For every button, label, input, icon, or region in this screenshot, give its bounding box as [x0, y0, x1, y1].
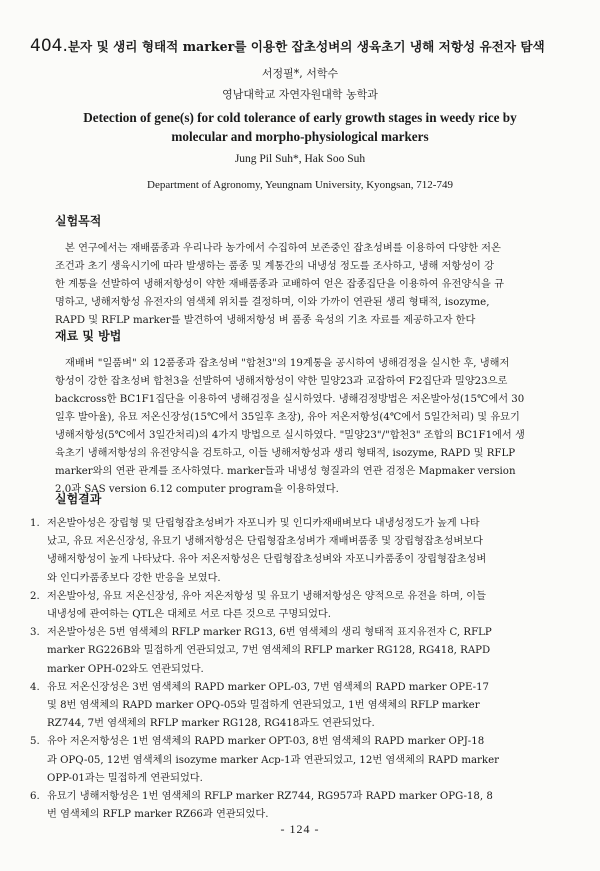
methods-paragraph — [55, 355, 545, 499]
paragraph-line: 일후 발아율), 유묘 저온신장성(15℃에서 35일후 초장), 유아 저온저항성(4℃에서 5일간처리) 및 유묘기 — [55, 412, 520, 423]
result-line — [30, 588, 550, 606]
section-heading-methods: 재료 및 방법 — [55, 329, 122, 343]
result-line: 번 염색체의 RFLP marker RZ66과 연관되었다. — [47, 809, 269, 821]
result-text: 유아 저온저항성은 1번 염색체의 RAPD marker OPT-03, 8번 염색체의 RAPD marker OPJ-18 — [47, 736, 485, 748]
result-line: 냉해저항성이 높게 나타났다. 유아 저온저항성은 단립형잡초성벼와 자포니카품종이 장립형잡초성벼 — [47, 554, 487, 566]
paragraph-line: 2.0과 SAS version 6.12 computer program을 이용하였다. — [55, 484, 339, 495]
paragraph-line: 항성이 강한 잡초성벼 합천3을 선발하여 냉해저항성이 약한 밀양23과 교잡하여 F2집단과 밀양23으로 — [55, 376, 508, 387]
paragraph-line: 조건과 초기 생육시기에 따라 발생하는 품종 및 계통간의 내냉성 정도를 조사하고, 냉해 저항성이 강 — [55, 261, 494, 272]
korean-title — [30, 36, 590, 56]
result-number: 4. — [30, 681, 40, 693]
result-number: 5. — [30, 736, 40, 748]
paragraph-line: 한 계통을 선발하여 냉해저항성이 약한 재배품종과 교배하여 얻은 잡종집단을 이용하여 유전양식을 규 — [55, 279, 504, 290]
results-list-item — [30, 679, 550, 734]
abstract-number: 404. — [30, 36, 68, 56]
paragraph-line: 재배벼 "일품벼" 외 12품종과 잡초성벼 "합천3"의 19계통을 공시하여 냉해검정을 실시한 후, 냉해저 — [65, 358, 510, 369]
paragraph-line: 육초기 냉해저항성의 유전양식을 검토하고, 이들 냉해저항성과 생리 형태적, isozyme, RAPD 및 RFLP — [55, 448, 516, 459]
result-line: OPP-01과는 밀접하게 연관되었다. — [47, 772, 203, 784]
result-line: marker RG226B와 밀접하게 연관되었고, 7번 염색체의 RFLP marker RG128, RG418, RAPD — [47, 645, 491, 657]
korean-affiliation: 영남대학교 자연자원대학 농학과 — [222, 88, 378, 101]
result-text: 저온발아성, 유묘 저온신장성, 유아 저온저항성 및 유묘기 냉해저항성은 양적으로 유전을 하며, 이들 — [47, 590, 486, 602]
paragraph-line: backcross한 BC1F1집단을 이용하여 냉해검정을 실시하였다. 냉해검정방법은 저온발아성(15℃에서 30 — [55, 394, 525, 405]
result-line: 와 인디카품종보다 강한 반응을 보였다. — [47, 572, 221, 584]
results-list-item — [30, 515, 550, 588]
objective-paragraph — [55, 240, 545, 330]
result-line — [30, 788, 550, 806]
result-line — [30, 733, 550, 751]
english-affiliation: Department of Agronomy, Yeungnam University, Kyongsan, 712-749 — [147, 179, 453, 191]
page-number: - 124 - — [280, 822, 320, 836]
result-line: 내냉성에 관여하는 QTL은 대체로 서로 다른 것으로 구명되었다. — [47, 609, 332, 621]
result-text: 유묘기 냉해저항성은 1번 염색체의 RFLP marker RZ744, RG957과 RAPD marker OPG-18, 8 — [47, 791, 493, 803]
korean-title-text: 분자 및 생리 형태적 marker를 이용한 잡초성벼의 생육초기 냉해 저항성 유전자 탐색 — [67, 39, 545, 54]
result-line: 과 OPQ-05, 12번 염색체의 isozyme marker Acp-1과 연관되었고, 12번 염색체의 RAPD marker — [47, 754, 500, 766]
result-number: 3. — [30, 627, 40, 639]
results-list-item — [30, 588, 550, 624]
result-text: 유묘 저온신장성은 3번 염색체의 RAPD marker OPL-03, 7번 염색체의 RAPD marker OPE-17 — [47, 681, 490, 693]
result-line — [30, 679, 550, 697]
result-line — [30, 515, 550, 533]
english-title-line-2: molecular and morpho-physiological markers — [171, 129, 429, 144]
result-line: 났고, 유묘 저온신장성, 유묘기 냉해저항성은 단립형잡초성벼가 재배벼품종 및 장립형잡초성벼보다 — [47, 536, 483, 548]
result-line — [30, 624, 550, 642]
paragraph-line: marker와의 연관 관계를 조사하였다. marker들과 내냉성 형질과의 연관 검정은 Mapmaker version — [55, 466, 516, 477]
result-number: 1. — [30, 518, 40, 529]
paragraph-line: 본 연구에서는 재배품종과 우리나라 농가에서 수집하여 보존중인 잡초성벼를 이용하여 다양한 저온 — [65, 243, 501, 254]
section-heading-results: 실험결과 — [55, 492, 102, 506]
english-authors: Jung Pil Suh*, Hak Soo Suh — [234, 153, 366, 165]
paragraph-line: RAPD 및 RFLP marker를 발견하여 냉해저항성 벼 품종 육성의 기초 자료를 제공하고자 한다 — [55, 315, 476, 326]
paragraph-line: 명하고, 냉해저항성 유전자의 염색체 위치를 결정하며, 이와 가까이 연관된 생리 형태적, isozyme, — [55, 297, 490, 308]
result-number: 6. — [30, 791, 40, 803]
results-list-item — [30, 788, 550, 824]
english-title — [0, 108, 600, 146]
result-line: marker OPH-02와도 연관되었다. — [47, 663, 204, 675]
results-list-item — [30, 733, 550, 788]
result-line: RZ744, 7번 염색체의 RFLP marker RG128, RG418과도 연관되었다. — [47, 718, 375, 730]
results-list — [30, 515, 550, 824]
section-heading-objective: 실험목적 — [55, 214, 102, 228]
result-text: 저온발아성은 장립형 및 단립형잡초성벼가 자포니카 및 인디카재배벼보다 내냉성정도가 높게 나타 — [47, 518, 480, 529]
result-number: 2. — [30, 590, 40, 602]
results-list-item — [30, 624, 550, 679]
result-line: 및 8번 염색체의 RAPD marker OPQ-05와 밀접하게 연관되었고, 1번 염색체의 RFLP marker — [47, 700, 480, 712]
paragraph-line: 냉해저항성(5℃에서 3일간처리)의 4가지 방법으로 실시하였다. "밀양23"/"합천3" 조합의 BC1F1에서 생 — [55, 430, 525, 441]
korean-authors: 서정필*, 서학수 — [261, 67, 339, 80]
result-text: 저온발아성은 5번 염색체의 RFLP marker RG13, 6번 염색체의 생리 형태적 표지유전자 C, RFLP — [47, 627, 492, 639]
english-title-line-1: Detection of gene(s) for cold tolerance of early growth stages in weedy rice by — [83, 110, 517, 125]
